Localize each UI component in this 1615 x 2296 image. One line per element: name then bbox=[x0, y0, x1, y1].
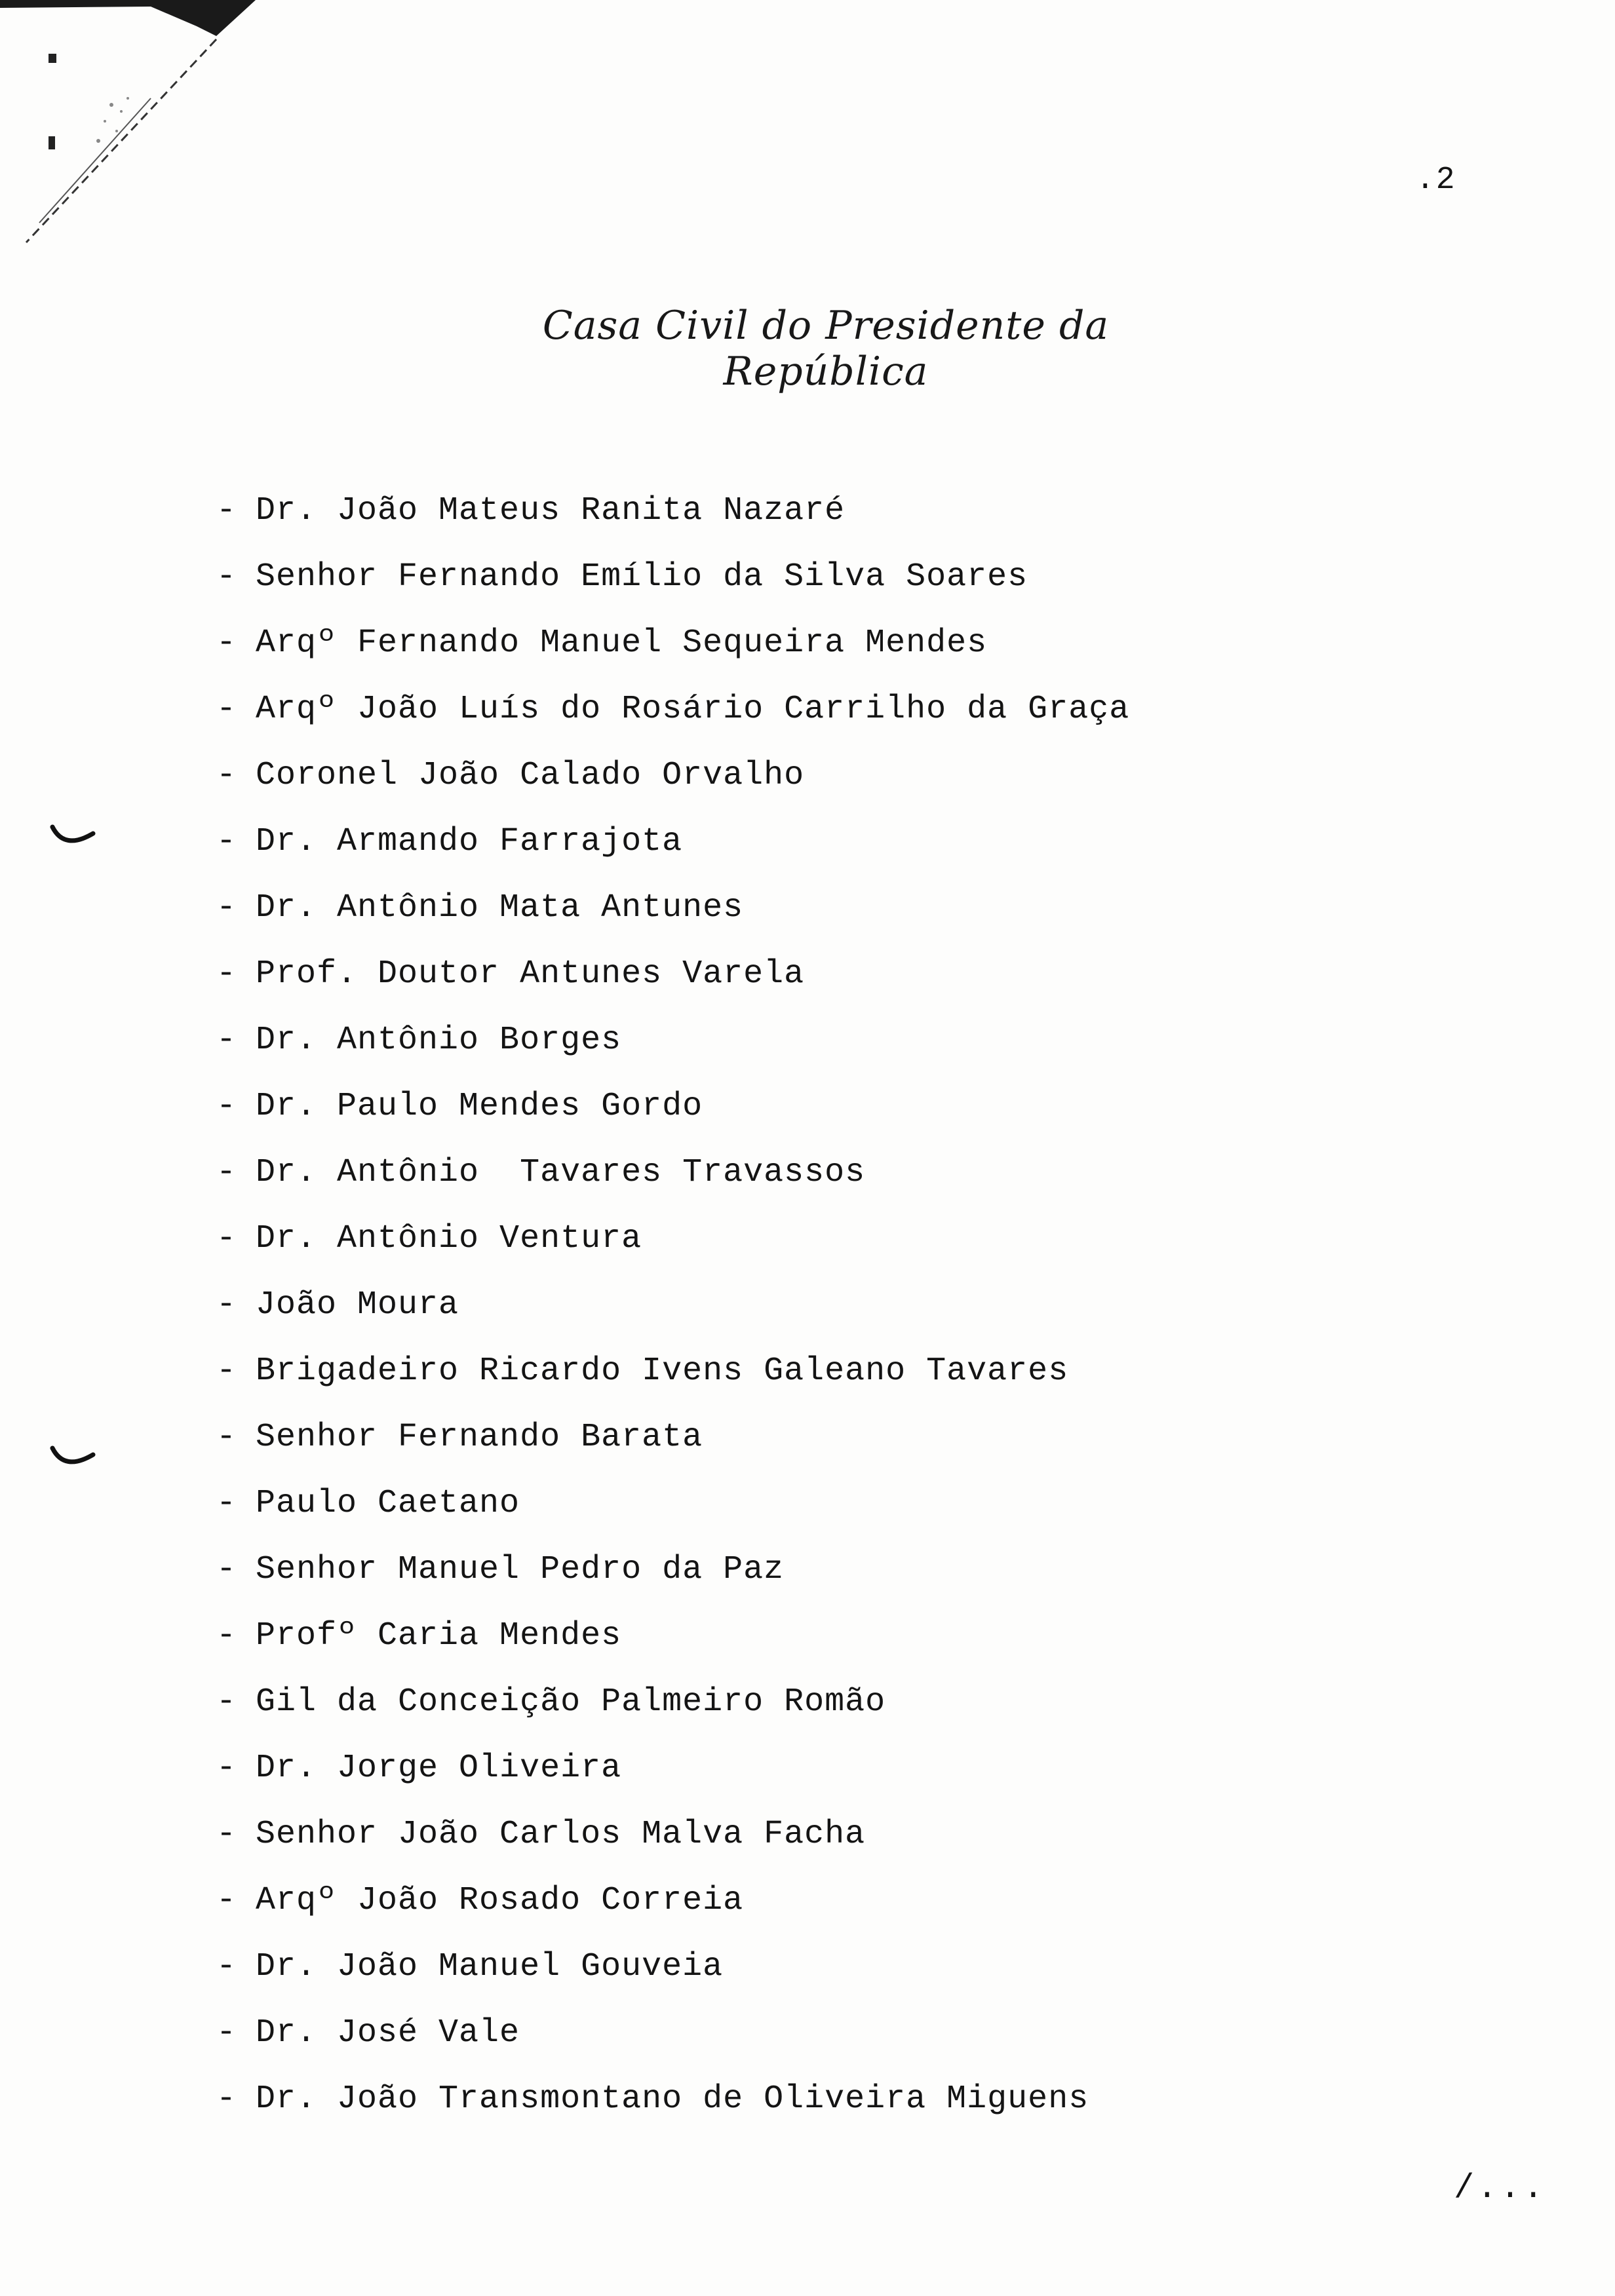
person-name: Dr. Antônio Mata Antunes bbox=[256, 889, 744, 927]
list-marker: - bbox=[216, 1750, 237, 1787]
person-name: Dr. Armando Farrajota bbox=[256, 823, 683, 860]
list-marker: - bbox=[216, 1882, 237, 1919]
person-name: Dr. Paulo Mendes Gordo bbox=[256, 1088, 703, 1125]
person-name: Dr. Antônio Tavares Travassos bbox=[256, 1154, 866, 1191]
person-name: Dr. João Mateus Ranita Nazaré bbox=[256, 492, 846, 529]
person-name: Profº Caria Mendes bbox=[256, 1617, 622, 1655]
list-item bbox=[216, 2010, 1129, 2076]
list-marker: - bbox=[216, 1088, 237, 1125]
person-name: Arqº João Luís do Rosário Carrilho da Graça bbox=[256, 691, 1130, 728]
list-marker: - bbox=[216, 889, 237, 927]
list-marker: - bbox=[216, 823, 237, 860]
list-item bbox=[216, 1877, 1129, 1943]
list-marker: - bbox=[216, 2014, 237, 2052]
list-item bbox=[216, 620, 1129, 686]
corner-fold-mark bbox=[0, 0, 275, 249]
list-item bbox=[216, 1811, 1129, 1877]
person-name: Prof. Doutor Antunes Varela bbox=[256, 955, 805, 993]
list-item bbox=[216, 1943, 1129, 2010]
list-marker: - bbox=[216, 1220, 237, 1257]
person-name: Paulo Caetano bbox=[256, 1485, 520, 1522]
person-name: João Moura bbox=[256, 1286, 459, 1324]
person-name: Dr. João Transmontano de Oliveira Miguens bbox=[256, 2080, 1089, 2118]
list-marker: - bbox=[216, 1352, 237, 1390]
person-name: Dr. José Vale bbox=[256, 2014, 520, 2052]
list-item bbox=[216, 1414, 1129, 1480]
list-marker: - bbox=[216, 1948, 237, 1985]
list-item bbox=[216, 1083, 1129, 1149]
person-name: Senhor Fernando Emílio da Silva Soares bbox=[256, 558, 1028, 596]
list-marker: - bbox=[216, 757, 237, 794]
list-marker: - bbox=[216, 1617, 237, 1655]
person-name: Brigadeiro Ricardo Ivens Galeano Tavares bbox=[256, 1352, 1069, 1390]
list-marker: - bbox=[216, 558, 237, 596]
person-name: Dr. Jorge Oliveira bbox=[256, 1750, 622, 1787]
list-item bbox=[216, 1282, 1129, 1348]
list-item bbox=[216, 1348, 1129, 1414]
margin-check-mark bbox=[50, 824, 96, 848]
list-item bbox=[216, 686, 1129, 752]
list-item bbox=[216, 951, 1129, 1017]
person-name: Coronel João Calado Orvalho bbox=[256, 757, 805, 794]
list-item bbox=[216, 2076, 1129, 2142]
person-name: Arqº João Rosado Correia bbox=[256, 1882, 744, 1919]
list-item bbox=[216, 752, 1129, 818]
list-marker: - bbox=[216, 624, 237, 662]
margin-check-mark bbox=[50, 1445, 96, 1469]
list-item bbox=[216, 554, 1129, 620]
person-name: Senhor Fernando Barata bbox=[256, 1419, 703, 1456]
list-marker: - bbox=[216, 1683, 237, 1721]
person-name: Gil da Conceição Palmeiro Romão bbox=[256, 1683, 886, 1721]
list-marker: - bbox=[216, 955, 237, 993]
person-name: Senhor Manuel Pedro da Paz bbox=[256, 1551, 785, 1588]
list-item bbox=[216, 1215, 1129, 1282]
list-item bbox=[216, 1546, 1129, 1613]
list-item bbox=[216, 1480, 1129, 1546]
list-item bbox=[216, 1745, 1129, 1811]
list-marker: - bbox=[216, 1419, 237, 1456]
list-marker: - bbox=[216, 1816, 237, 1853]
person-name: Dr. Antônio Ventura bbox=[256, 1220, 642, 1257]
list-item bbox=[216, 1149, 1129, 1215]
page-number: .2 bbox=[1416, 163, 1456, 198]
name-list bbox=[216, 488, 1129, 2142]
list-marker: - bbox=[216, 1485, 237, 1522]
list-item bbox=[216, 488, 1129, 554]
list-item bbox=[216, 1017, 1129, 1083]
person-name: Dr. João Manuel Gouveia bbox=[256, 1948, 724, 1985]
list-item bbox=[216, 885, 1129, 951]
list-marker: - bbox=[216, 2080, 237, 2118]
list-item bbox=[216, 818, 1129, 885]
person-name: Senhor João Carlos Malva Facha bbox=[256, 1816, 866, 1853]
list-marker: - bbox=[216, 691, 237, 728]
list-marker: - bbox=[216, 1286, 237, 1324]
list-marker: - bbox=[216, 1551, 237, 1588]
continuation-marker: /... bbox=[1454, 2169, 1546, 2208]
list-item bbox=[216, 1679, 1129, 1745]
list-item bbox=[216, 1613, 1129, 1679]
list-marker: - bbox=[216, 1154, 237, 1191]
list-marker: - bbox=[216, 492, 237, 529]
letterhead-title: Casa Civil do Presidente da República bbox=[542, 303, 1110, 394]
list-marker: - bbox=[216, 1022, 237, 1059]
person-name: Arqº Fernando Manuel Sequeira Mendes bbox=[256, 624, 988, 662]
person-name: Dr. Antônio Borges bbox=[256, 1022, 622, 1059]
